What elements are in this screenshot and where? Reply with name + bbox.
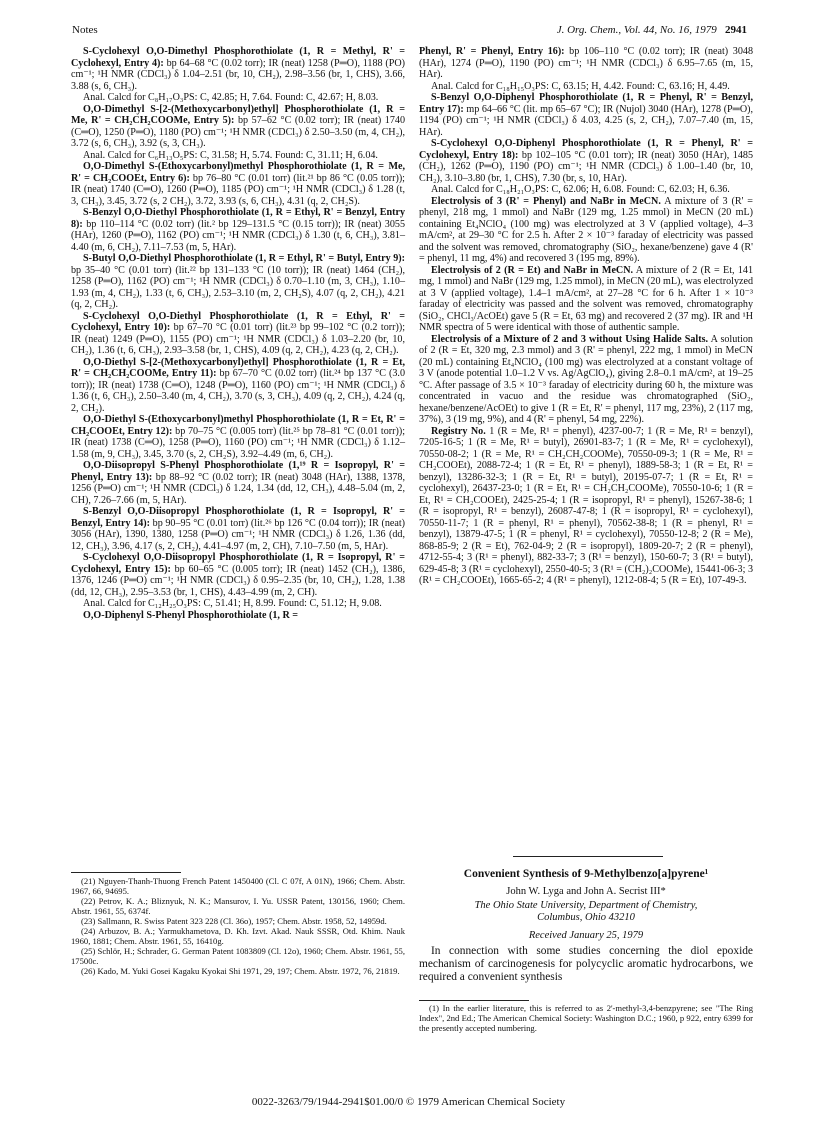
article-title: Convenient Synthesis of 9-Methylbenzo[a]pyrene¹	[463, 868, 709, 880]
article-footnote: (1) In the earlier literature, this is referred to as 2'-methyl-3,4-benzpyrene; see "The Ring Index", 2nd Ed.; The American Chemical Society: Washington D.C.; 1960, p 922, entry 6399 for the presently accepted numbering.	[419, 1003, 753, 1033]
paragraph	[419, 426, 753, 587]
paragraph-heading: O,O-Dimethyl S-(Ethoxycarbonyl)methyl Phosphorothiolate (1, R = Me, R' = CH₂COOEt, Entry 6):	[71, 161, 405, 184]
paragraph	[419, 81, 753, 93]
paragraph-text: bp 88–92 °C (0.02 torr); IR (neat) 3048 (HAr), 1388, 1378, 1256 (P═O) cm⁻¹; ¹H NMR (CDCl₃) δ 1.24, 1.34 (dd, 12, CH₃), 4.48–5.04 (m, 2, CH), 7.26–7.66 (m, 5, HAr).	[71, 471, 405, 506]
footnote: (25) Schlör, H.; Schrader, G. German Patent 1083809 (Cl. 12o), 1960; Chem. Abstr. 1961, 55, 17500c.	[71, 946, 405, 966]
paragraph-heading: Electrolysis of 3 (R' = Phenyl) and NaBr in MeCN.	[431, 195, 661, 207]
paragraph-text: A mixture of 2 (R = Et, 141 mg, 1 mmol) and NaBr (129 mg, 1.25 mmol), in MeCN (20 mL), was electrolyzed at 3 V (applied voltage), 1.4–1 mA/cm², at 27–28 °C for 6 h. After 1 × 10⁻³ faraday of electricity was passed and the solvent was removed, chromatography (SiO₂, CHCl₃/AcOEt) gave 5 (R = Et, 63 mg) and recovered 2 (37 mg). IR and ¹H NMR spectra of 5 were identical with those of authentic sample.	[419, 264, 753, 333]
paragraph	[71, 414, 405, 460]
paragraph-text: Anal. Calcd for C₆H₁₃O₅PS: C, 31.58; H, 5.74. Found: C, 31.11; H, 6.04.	[83, 149, 378, 161]
paragraph	[419, 265, 753, 334]
footnote: (21) Nguyen-Thanh-Thuong French Patent 1450400 (Cl. C 07f, A 01N), 1966; Chem. Abstr. 1967, 66, 94695.	[71, 876, 405, 896]
paragraph	[71, 598, 405, 610]
paragraph	[419, 196, 753, 265]
right-text-column	[419, 46, 753, 587]
paragraph	[71, 357, 405, 415]
section-label: Notes	[72, 24, 98, 36]
paragraph-heading: S-Benzyl O,O-Diethyl Phosphorothiolate (1, R = Ethyl, R' = Benzyl, Entry 8):	[71, 207, 405, 230]
paragraph-text: Anal. Calcd for C₁₈H₂₁O₃PS: C, 62.06; H, 6.08. Found: C, 62.03; H, 6.36.	[431, 184, 730, 195]
paragraph	[419, 138, 753, 184]
paragraph	[71, 253, 405, 311]
paragraph-text: Anal. Calcd for C₁₂H₂₅O₃PS: C, 51.41; H, 8.99. Found: C, 51.12; H, 9.08.	[83, 598, 382, 609]
paragraph-text: bp 110–114 °C (0.02 torr) (lit.² bp 129–131.5 °C (0.15 torr)); IR (neat) 3055 (HAr), 1260 (P═O), 1162 (PO) cm⁻¹; ¹H NMR (CDCl₃) δ 1.30 (t, 6, CH₃), 3.81–4.40 (m, 6, CH₂), 7.11–7.53 (m, 5, HAr).	[71, 218, 405, 253]
paragraph-text: bp 106–110 °C (0.02 torr); IR (neat) 3048 (HAr), 1274 (P═O), 1190 (PO) cm⁻¹; ¹H NMR (CDCl₃) δ 6.95–7.65 (m, 15, HAr).	[419, 46, 753, 80]
paragraph-text: 1 (R = Me, R¹ = phenyl), 4237-00-7; 1 (R = Me, R¹ = benzyl), 7205-16-5; 1 (R = Me, R¹ = butyl), 26901-83-7; 1 (R = Me, R¹ = cyclohexyl), 70550-08-2; 1 (R = Me, R¹ = CH₂CH₂COOMe), 70550-09-3; 1 (R = Me, R¹ = CH₂COOEt), 2088-72-4; 1 (R = Et, R¹ = phenyl), 1889-58-3; 1 (R = Et, R¹ = benzyl), 13286-32-3; 1 (R = Et, R¹ = butyl), 20195-07-7; 1 (R = Et, R¹ = cyclohexyl), 26437-23-0; 1 (R = Et, R¹ = CH₂CH₂COOMe), 70550-10-6; 1 (R = Et, R¹ = CH₂COOEt), 2425-25-4; 1 (R = isopropyl, R¹ = phenyl), 15267-38-6; 1 (R = isopropyl, R¹ = benzyl), 26087-47-8; 1 (R = isopropyl, R¹ = cyclohexyl), 70550-11-7; 1 (R = phenyl, R¹ = phenyl), 70562-38-8; 1 (R = phenyl, R¹ = benzyl), 13879-47-5; 1 (R = phenyl, R¹ = cyclohexyl), 70550-12-8; 2 (R = Me), 868-85-9; 2 (R = Et), 762-04-9; 2 (R = isopropyl), 1809-20-7; 2 (R = phenyl), 4712-55-4; 3 (R¹ = phenyl), 882-33-7; 3 (R¹ = benzyl), 150-60-7; 3 (R¹ = butyl), 629-45-8; 3 (R¹ = cyclohexyl), 2550-40-5; 3 (R¹ = (CH₂)₂COOMe), 15441-06-3; 3 (R¹ = CH₂COOEt), 1665-65-2; 4 (R¹ = phenyl), 1212-08-4; 5 (R = Et), 107-49-3.	[419, 425, 753, 586]
paragraph-heading: Electrolysis of a Mixture of 2 and 3 without Using Halide Salts.	[431, 333, 709, 345]
journal-citation: J. Org. Chem., Vol. 44, No. 16, 1979 2941	[556, 24, 747, 36]
paragraph-text: bp 60–65 °C (0.005 torr); IR (neat) 1452 (CH₂), 1386, 1376, 1246 (P═O) cm⁻¹; ¹H NMR (CDCl₃) δ 0.95–2.35 (br, 10, CH₂), 1.28, 1.38 (dd, 12, CH₃), 2.95–3.53 (br, 1, CHS), 4.43–4.99 (m, 2, CH).	[71, 563, 405, 598]
page-number: 2941	[725, 24, 747, 36]
article-affiliation-line1: The Ohio State University, Department of Chemistry,	[474, 900, 698, 911]
paragraph-heading: O,O-Diisopropyl S-Phenyl Phosphorothiolate (1,¹⁹ R = Isopropyl, R' = Phenyl, Entry 13):	[71, 460, 405, 483]
paragraph-text: bp 70–75 °C (0.005 torr) (lit.²⁵ bp 78–81 °C (0.01 torr)); IR (neat) 1738 (C═O), 1258 (P═O), 1160 (PO) cm⁻¹; ¹H NMR (CDCl₃) δ 1.12–1.58 (m, 9, CH₃), 3.45, 3.70 (s, 2, CH₂S), 3.92–4.49 (m, 6, CH₂).	[71, 425, 406, 460]
footnote: (24) Arbuzov, B. A.; Yarmukhametova, D. Kh. Izvt. Akad. Nauk SSSR, Otd. Khim. Nauk 1960, 1881; Chem. Abstr. 1961, 55, 16410g.	[71, 926, 405, 946]
paragraph-heading: Registry No.	[431, 425, 486, 437]
paragraph	[71, 104, 405, 150]
paragraph-text: mp 64–66 °C (lit. mp 65–67 °C); IR (Nujol) 3040 (HAr), 1278 (P═O), 1194 (PO) cm⁻¹; ¹H NMR (CDCl₃) δ 4.03, 4.25 (s, 2, CH₂), 7.07–7.40 (m, 15, HAr).	[419, 103, 753, 138]
paragraph-text: bp 67–70 °C (0.02 torr) (lit.²⁴ bp 137 °C (3.0 torr)); IR (neat) 1738 (C═O), 1248 (P═O), 1160 (PO) cm⁻¹; ¹H NMR (CDCl₃) δ 1.36 (t, 6, CH₃), 2.50–3.40 (m, 4, CH₂), 3.70 (s, 3, CH₃), 4.09 (q, 2, CH₂), 4.24 (q, 2, CH₂).	[71, 368, 405, 414]
paragraph-heading: Electrolysis of 2 (R = Et) and NaBr in MeCN.	[431, 264, 634, 276]
article-intro: In connection with some studies concerning the diol epoxide mechanism of carcinogenesis for polycyclic aromatic hydrocarbons, we required a convenient synthesis	[419, 945, 753, 983]
left-text-column	[71, 46, 405, 621]
paragraph	[71, 150, 405, 162]
page-header	[72, 24, 747, 40]
paragraph-heading: S-Cyclohexyl O,O-Diethyl Phosphorothiolate (1, R = Ethyl, R' = Cyclohexyl, Entry 10):	[71, 310, 405, 333]
paragraph-heading: S-Cyclohexyl O,O-Diphenyl Phosphorothiolate (1, R = Phenyl, R' = Cyclohexyl, Entry 18):	[419, 138, 753, 161]
paragraph-text: bp 102–105 °C (0.01 torr); IR (neat) 3050 (HAr), 1485 (CH₂), 1262 (P═O), 1190 (PO) cm⁻¹; ¹H NMR (CDCl₃) δ 1.00–1.40 (br, 10, CH₂), 3.10–3.80 (br, 1, CHS), 7.30 (br, s, 10, HAr).	[419, 149, 753, 184]
footnote: (22) Petrov, K. A.; Bliznyuk, N. K.; Mansurov, I. Yu. USSR Patent, 130156, 1960; Chem. Abstr. 1961, 55, 6374f.	[71, 896, 405, 916]
paragraph-text: bp 57–62 °C (0.02 torr); IR (neat) 1740 (C═O), 1250 (P═O), 1180 (PO) cm⁻¹; ¹H NMR (CDCl₃) δ 2.50–3.50 (m, 4, CH₂), 3.72 (s, 6, CH₃), 3.92 (s, 3, CH₃).	[71, 115, 405, 149]
paragraph	[71, 460, 405, 506]
footnotes	[71, 876, 405, 976]
paragraph	[71, 610, 405, 622]
paragraph	[71, 46, 405, 92]
paragraph	[71, 311, 405, 357]
paragraph-text: bp 35–40 °C (0.01 torr) (lit.²² bp 131–133 °C (10 torr)); IR (neat) 1464 (CH₂), 1258 (P═O), 1162 (PO) cm⁻¹; ¹H NMR (CDCl₃) δ 0.70–1.10 (m, 3, CH₃), 1.10–1.93 (m, 4, CH₂), 1.33 (t, 6, CH₃), 2.53–3.10 (m, 2, CH₂S), 4.07 (q, 2, CH₂), 4.21 (q, 2, CH₂).	[71, 264, 405, 310]
paragraph-heading: O,O-Diethyl S-[2-(Methoxycarbonyl)ethyl] Phosphorothiolate (1, R = Et, R' = CH₂CH₂COOMe, Entry 11):	[71, 356, 405, 379]
article-authors: John W. Lyga and John A. Secrist III*	[506, 886, 666, 897]
paragraph-heading: S-Benzyl O,O-Diphenyl Phosphorothiolate (1, R = Phenyl, R' = Benzyl, Entry 17):	[419, 92, 753, 115]
paragraph	[419, 184, 753, 196]
paragraph-heading: S-Cyclohexyl O,O-Diisopropyl Phosphorothiolate (1, R = Isopropyl, R' = Cyclohexyl, Entry 15):	[71, 552, 405, 575]
article-heading	[419, 868, 753, 941]
footnote-divider	[71, 872, 181, 873]
paragraph-heading: O,O-Diphenyl S-Phenyl Phosphorothiolate (1, R =	[83, 609, 299, 621]
paragraph-heading: S-Benzyl O,O-Diisopropyl Phosphorothiolate (1, R = Isopropyl, R' = Benzyl, Entry 14):	[71, 506, 405, 529]
paragraph-text: A solution of 2 (R = Et, 320 mg, 2.3 mmol) and 3 (R' = phenyl, 222 mg, 1 mmol) in MeCN (20 mL) containing Et₄NClO₄ (100 mg) was electrolyzed at a constant voltage of 3 V (anode potential 1.0–1.2 V vs. Ag/AgClO₄), giving 2.8–0.1 mA/cm², at 19–25 °C. After passage of 3.5 × 10⁻³ faraday of electricity during 60 h, the mixture was concentrated in vacuo and the residue was chromatographed (SiO₂, hexane/benzene/AcOEt) to give 1 (R = Et, R' = phenyl, 117 mg, 23%), 2 (117 mg, 37%), 3 (19 mg, 9%), and 4 (R' = phenyl, 54 mg, 22%).	[419, 333, 753, 425]
paragraph-text: bp 64–68 °C (0.02 torr); IR (neat) 1258 (P═O), 1188 (PO) cm⁻¹; ¹H NMR (CDCl₃) δ 1.04–2.51 (br, 10, CH₂), 2.98–3.56 (br, 1, CHS), 3.66, 3.88 (s, 6, CH₃).	[71, 57, 405, 92]
paragraph	[71, 506, 405, 552]
paragraph-heading: S-Butyl O,O-Diethyl Phosphorothiolate (1, R = Ethyl, R' = Butyl, Entry 9):	[83, 253, 405, 264]
paragraph-heading: O,O-Diethyl S-(Ethoxycarbonyl)methyl Phosphorothiolate (1, R = Et, R' = CH₂COOEt, Entry 12):	[71, 414, 405, 437]
paragraph-text: A mixture of 3 (R' = phenyl, 218 mg, 1 mmol) and NaBr (129 mg, 1.25 mmol) in MeCN (20 mL) containing Et₄NClO₄ (100 mg) was electrolyzed at 3 V (applied voltage), 4–3 mA/cm², at 29–30 °C for 2.5 h. After 2 × 10⁻³ faraday of electricity was passed and the solvent was removed, chromatography (SiO₂, hexane/benzene) gave 4 (R' = phenyl, 11 mg, 4%) and recovered 3 (195 mg, 89%).	[419, 195, 753, 264]
page-footer: 0022-3263/79/1944-2941$01.00/0 © 1979 American Chemical Society	[251, 1096, 566, 1108]
paragraph	[71, 207, 405, 253]
paragraph-heading: Phenyl, R' = Phenyl, Entry 16):	[419, 46, 565, 57]
paragraph	[419, 92, 753, 138]
paragraph	[71, 161, 405, 207]
paragraph-heading: O,O-Dimethyl S-[2-(Methoxycarbonyl)ethyl] Phosphorothiolate (1, R = Me, R' = CH₂CH₂COOMe, Entry 5):	[71, 103, 405, 126]
article-received-date: Received January 25, 1979	[528, 930, 644, 941]
paragraph	[419, 46, 753, 81]
article-divider	[513, 856, 663, 857]
paragraph	[419, 334, 753, 426]
paragraph-text: Anal. Calcd for C₁₈H₁₅O₃PS: C, 63.15; H, 4.42. Found: C, 63.16; H, 4.49.	[431, 80, 730, 92]
article-affiliation-line2: Columbus, Ohio 43210	[537, 912, 635, 923]
paragraph-text: Anal. Calcd for C₈H₁₇O₃PS: C, 42.85; H, 7.64. Found: C, 42.67; H, 8.03.	[83, 92, 379, 103]
paragraph	[71, 92, 405, 104]
paragraph	[71, 552, 405, 598]
article-footnote-divider	[419, 1000, 529, 1001]
paragraph-text: bp 76–80 °C (0.01 torr) (lit.²¹ bp 86 °C (0.05 torr)); IR (neat) 1740 (C═O), 1260 (P═O), 1185 (PO) cm⁻¹; ¹H NMR (CDCl₃) δ 1.28 (t, 3, CH₃), 3.45, 3.72 (s, 2 CH₂), 3.72, 3.93 (s, 6, CH₃), 4.31 (q, 2, CH₂S).	[71, 172, 405, 207]
paragraph-text: bp 67–70 °C (0.01 torr) (lit.²³ bp 99–102 °C (0.2 torr)); IR (neat) 1249 (P═O), 1155 (PO) cm⁻¹; ¹H NMR (CDCl₃) δ 1.03–2.20 (br, 10, CH₂), 1.36 (t, 6, CH₃), 2.93–3.58 (br, 1, CHS), 4.09 (q, 2, CH₂), 4.23 (q, 2, CH₂).	[71, 322, 406, 356]
paragraph-text: bp 90–95 °C (0.01 torr) (lit.²⁶ bp 126 °C (0.04 torr)); IR (neat) 3056 (HAr), 1390, 1380, 1258 (P═O) cm⁻¹; ¹H NMR (CDCl₃) δ 1.26, 1.36 (dd, 12, CH₃), 3.96, 4.17 (s, 2, CH₂), 4.41–4.97 (m, 2, CH), 7.10–7.50 (m, 5, HAr).	[71, 517, 405, 552]
paragraph-heading: S-Cyclohexyl O,O-Dimethyl Phosphorothiolate (1, R = Methyl, R' = Cyclohexyl, Entry 4):	[71, 46, 405, 69]
footnote: (23) Sallmann, R. Swiss Patent 323 228 (Cl. 36o), 1957; Chem. Abstr. 1958, 52, 14959d.	[81, 916, 387, 926]
footnote: (26) Kado, M. Yuki Gosei Kagaku Kyokai Shi 1971, 29, 197; Chem. Abstr. 1972, 76, 21819.	[81, 966, 400, 976]
